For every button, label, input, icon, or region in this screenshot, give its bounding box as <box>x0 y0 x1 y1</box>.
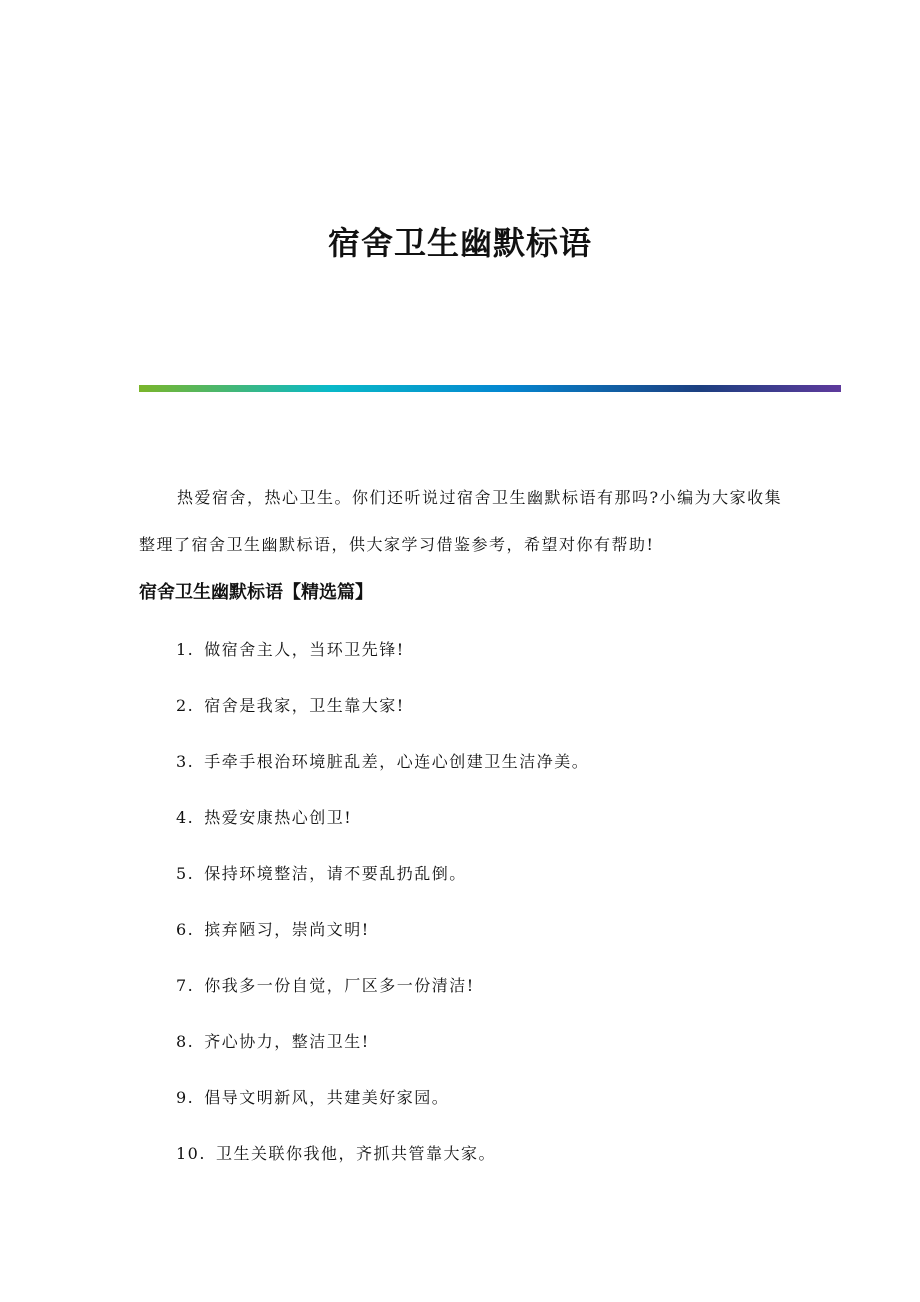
item-number: 1. <box>176 640 195 659</box>
item-number: 8. <box>176 1032 195 1051</box>
item-number: 5. <box>176 864 195 883</box>
item-text: 保持环境整洁，请不要乱扔乱倒。 <box>204 864 467 883</box>
list-item <box>176 806 589 862</box>
item-number: 2. <box>176 696 195 715</box>
intro-paragraph: 热爱宿舍，热心卫生。你们还听说过宿舍卫生幽默标语有那吗?小编为大家收集整理了宿舍卫生幽默标语，供大家学习借鉴参考，希望对你有帮助! <box>139 488 783 554</box>
item-number: 7. <box>176 976 195 995</box>
item-text: 你我多一份自觉，厂区多一份清洁! <box>204 976 475 995</box>
item-number: 3. <box>176 752 195 771</box>
item-text: 倡导文明新风，共建美好家园。 <box>204 1088 450 1107</box>
item-number: 9. <box>176 1088 195 1107</box>
item-number: 4. <box>176 808 195 827</box>
list-item <box>176 1142 589 1198</box>
item-text: 卫生关联你我他，齐抓共管靠大家。 <box>215 1144 496 1163</box>
slogan-list <box>176 638 589 1198</box>
item-number: 10. <box>176 1144 206 1163</box>
section-heading: 宿舍卫生幽默标语【精选篇】 <box>139 582 373 603</box>
list-item <box>176 694 589 750</box>
list-item <box>176 974 589 1030</box>
item-text: 齐心协力，整洁卫生! <box>204 1032 370 1051</box>
gradient-divider <box>139 385 841 392</box>
list-item <box>176 1030 589 1086</box>
item-text: 摈弃陋习，崇尚文明! <box>204 920 370 939</box>
document-title: 宿舍卫生幽默标语 <box>327 224 592 262</box>
item-text: 手牵手根治环境脏乱差，心连心创建卫生洁净美。 <box>204 752 590 771</box>
list-item <box>176 750 589 806</box>
list-item <box>176 1086 589 1142</box>
list-item <box>176 918 589 974</box>
item-text: 做宿舍主人，当环卫先锋! <box>204 640 405 659</box>
item-text: 宿舍是我家，卫生靠大家! <box>204 696 405 715</box>
list-item <box>176 862 589 918</box>
item-number: 6. <box>176 920 195 939</box>
list-item <box>176 638 589 694</box>
item-text: 热爱安康热心创卫! <box>204 808 353 827</box>
